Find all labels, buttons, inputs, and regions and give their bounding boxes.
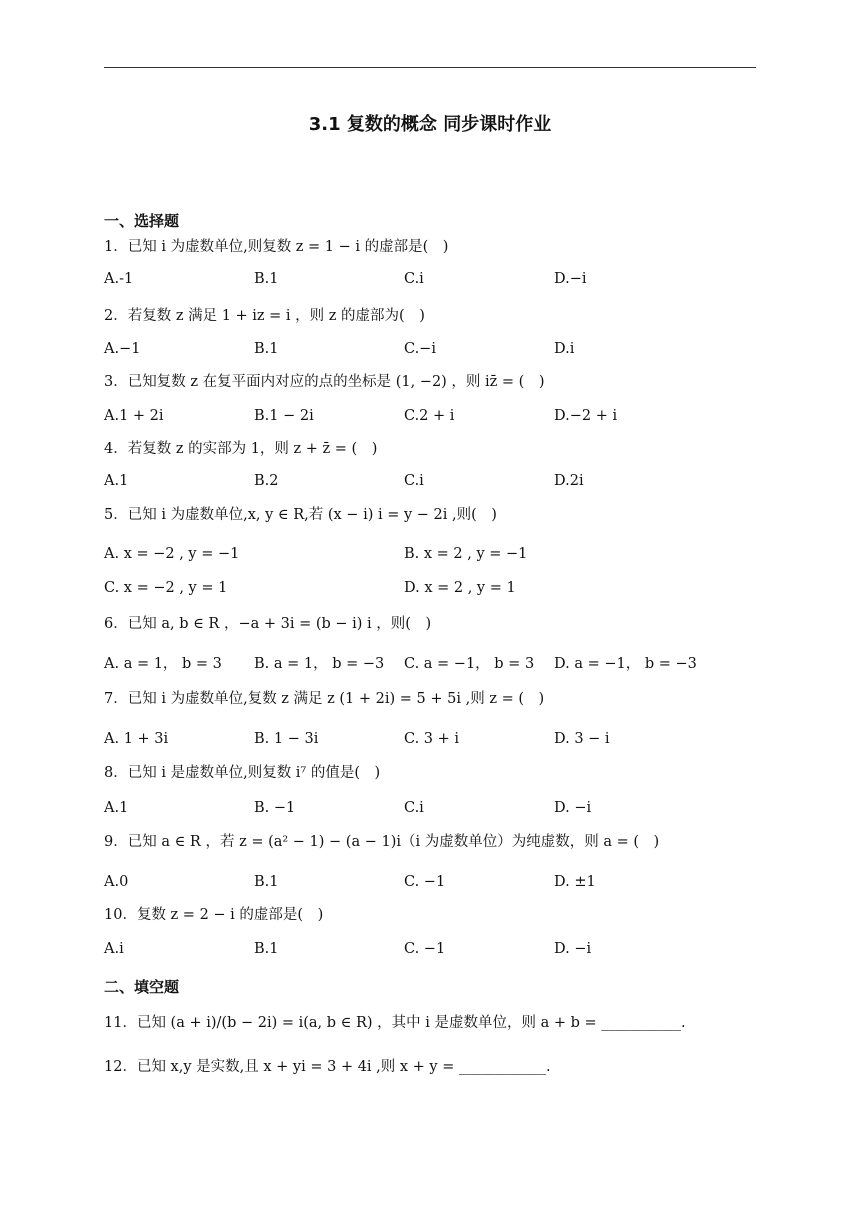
question-5: 5．已知 i 为虚数单位,x, y ∈ R,若 (x − i) i = y − 2i ,则( )	[104, 507, 497, 523]
option-d: D.2i	[554, 473, 584, 489]
option-b: B.2	[254, 473, 279, 489]
options-5-row2	[104, 577, 744, 599]
options-5-row1	[104, 543, 744, 565]
question-4: 4．若复数 z 的实部为 1，则 z + z̄ = ( )	[104, 441, 378, 457]
page-title: 3.1 复数的概念 同步课时作业	[308, 114, 552, 135]
option-a: A.i	[104, 941, 124, 957]
option-c: C.i	[404, 473, 424, 489]
options-6	[104, 653, 744, 675]
options-1	[104, 268, 744, 290]
option-c: C. a = −1， b = 3	[404, 656, 535, 672]
option-d: D. x = 2 , y = 1	[404, 580, 516, 596]
question-3: 3．已知复数 z 在复平面内对应的点的坐标是 (1, −2) ，则 iz̄ = ( )	[104, 374, 545, 390]
option-c: C. −1	[404, 874, 446, 890]
option-d: D. −i	[554, 941, 592, 957]
option-a: A.1 + 2i	[104, 408, 164, 424]
option-b: B.1 − 2i	[254, 408, 314, 424]
options-3	[104, 405, 744, 427]
option-a: A. 1 + 3i	[104, 731, 169, 747]
option-a: A. x = −2 , y = −1	[104, 546, 240, 562]
question-9: 9．已知 a ∈ R ，若 z = (a² − 1) − (a − 1)i（i 为虚数单位）为纯虚数，则 a = ( )	[104, 834, 660, 850]
option-a: A.1	[104, 473, 129, 489]
question-11: 11．已知 (a + i)/(b − 2i) = i(a, b ∈ R) ，其中 i 是虚数单位，则 a + b = ___________.	[104, 1015, 686, 1031]
option-c: C. −1	[404, 941, 446, 957]
option-b: B. a = 1， b = −3	[254, 656, 385, 672]
options-8	[104, 797, 744, 819]
option-d: D. −i	[554, 800, 592, 816]
options-9	[104, 871, 744, 893]
option-b: B.1	[254, 941, 279, 957]
option-d: D. 3 − i	[554, 731, 610, 747]
option-a: A.1	[104, 800, 129, 816]
option-c: C. 3 + i	[404, 731, 460, 747]
question-6: 6．已知 a, b ∈ R ，−a + 3i = (b − i) i ，则( )	[104, 616, 432, 632]
option-d: D. ±1	[554, 874, 596, 890]
option-a: A.-1	[104, 271, 134, 287]
option-b: B. x = 2 , y = −1	[404, 546, 528, 562]
option-c: C.2 + i	[404, 408, 455, 424]
option-b: B.1	[254, 874, 279, 890]
question-8: 8．已知 i 是虚数单位,则复数 i⁷ 的值是( )	[104, 765, 381, 781]
option-a: A.−1	[104, 341, 141, 357]
option-c: C. x = −2 , y = 1	[104, 580, 228, 596]
option-d: D. a = −1， b = −3	[554, 656, 697, 672]
question-12: 12．已知 x,y 是实数,且 x + yi = 3 + 4i ,则 x + y = ____________.	[104, 1059, 551, 1075]
options-4	[104, 470, 744, 492]
option-d: D.−2 + i	[554, 408, 618, 424]
option-c: C.−i	[404, 341, 436, 357]
option-c: C.i	[404, 271, 424, 287]
option-b: B. −1	[254, 800, 296, 816]
options-10	[104, 938, 744, 960]
option-b: B.1	[254, 271, 279, 287]
question-2: 2．若复数 z 满足 1 + iz = i ，则 z 的虚部为( )	[104, 308, 425, 324]
question-1: 1．已知 i 为虚数单位,则复数 z = 1 − i 的虚部是( )	[104, 239, 449, 255]
options-2	[104, 338, 744, 360]
option-a: A. a = 1， b = 3	[104, 656, 222, 672]
option-d: D.−i	[554, 271, 587, 287]
option-c: C.i	[404, 800, 424, 816]
question-7: 7．已知 i 为虚数单位,复数 z 满足 z (1 + 2i) = 5 + 5i ,则 z = ( )	[104, 691, 545, 707]
question-10: 10．复数 z = 2 − i 的虚部是( )	[104, 907, 324, 923]
option-a: A.0	[104, 874, 129, 890]
options-7	[104, 728, 744, 750]
section-heading-choice: 一、选择题	[104, 212, 180, 230]
option-b: B. 1 − 3i	[254, 731, 319, 747]
option-d: D.i	[554, 341, 575, 357]
header-rule	[104, 67, 756, 68]
option-b: B.1	[254, 341, 279, 357]
section-heading-fill: 二、填空题	[104, 978, 180, 996]
